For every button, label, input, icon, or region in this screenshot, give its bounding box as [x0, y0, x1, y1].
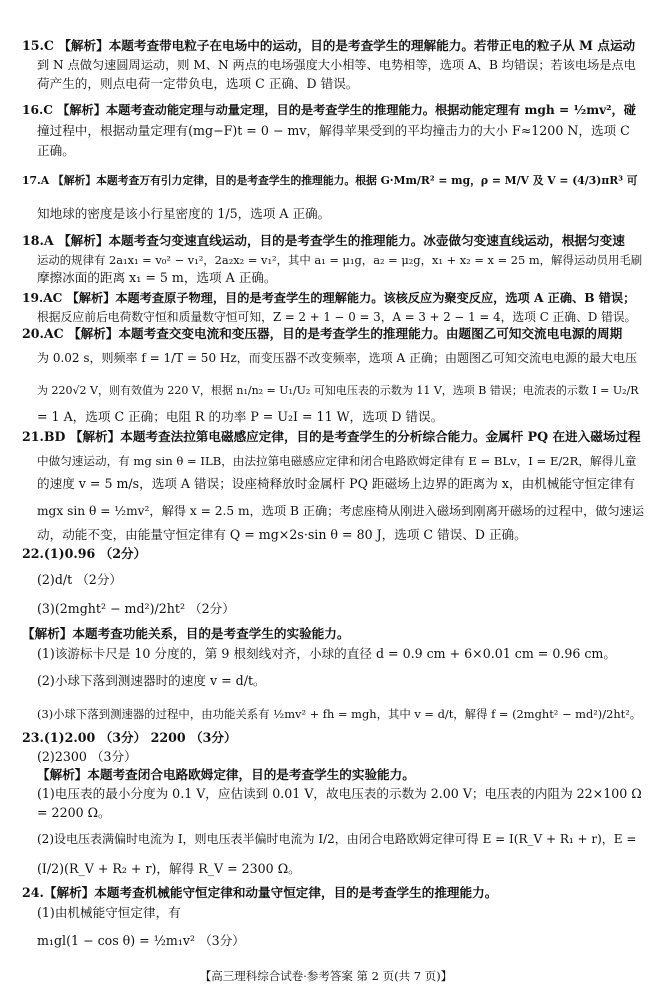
line-39: m₁gl(1 − cos θ) = ½m₁v² （3分）: [37, 933, 245, 948]
line-8: 知地球的密度是该小行星密度的 1/5，选项 A 正确。: [37, 206, 331, 221]
line-3: 荷产生的，则点电荷一定带负电，选项 C 正确、D 错误。: [37, 76, 359, 91]
line-28: (2)小球下落到测速器时的速度 v = d/t。: [37, 673, 266, 688]
line-38: (1)由机械能守恒定律，有: [37, 905, 181, 920]
line-14: 20.AC 【解析】本题考查交变电流和变压器，目的是考查学生的推理能力。由题图乙可知交流电电源的周期: [22, 326, 623, 341]
line-27: (1)该游标卡尺是 10 分度的，第 9 根刻线对齐，小球的直径 d = 0.9 cm + 6×0.01 cm = 0.96 cm。: [37, 646, 616, 661]
line-17: = 1 A，选项 C 正确；电阻 R 的功率 P = U₂I = 11 W，选项 D 错误。: [37, 409, 444, 424]
line-11: 摩擦冰面的距离 x₁ = 5 m，选项 A 正确。: [37, 270, 277, 285]
line-33: (1)电压表的最小分度为 0.1 V，应估读到 0.01 V，故电压表的示数为 2.00 V；电压表的内阻为 22×100 Ω: [37, 786, 642, 801]
line-30: 23.(1)2.00 （3分） 2200 （3分）: [22, 730, 237, 745]
line-32: 【解析】本题考查闭合电路欧姆定律，目的是考查学生的实验能力。: [37, 767, 415, 782]
line-4: 16.C 【解析】本题考查动能定理与动量定理，目的是考查学生的推理能力。根据动能定理有 mgh = ½mv²，碰: [22, 103, 636, 117]
line-34: = 2200 Ω。: [37, 805, 111, 820]
line-12: 19.AC 【解析】本题考查原子物理，目的是考查学生的理解能力。该核反应为聚变反应，选项 A 正确、B 错误；: [22, 291, 636, 305]
line-6: 正确。: [37, 143, 75, 158]
line-22: 动，动能不变，由能量守恒定律有 Q = mg×2s·sin θ = 80 J，选项 C 错误、D 正确。: [37, 527, 527, 542]
line-15: 为 0.02 s，则频率 f = 1/T = 50 Hz，而变压器不改变频率，选项 A 正确；由题图乙可知交流电电源的最大电压: [37, 351, 637, 365]
line-18: 21.BD 【解析】本题考查法拉第电磁感应定律，目的是考查学生的分析综合能力。金属杆 PQ 在进入磁场过程: [22, 429, 641, 444]
line-9: 18.A 【解析】本题考查匀变速直线运动，目的是考查学生的推理能力。冰壶做匀变速直线运动，根据匀变速: [22, 233, 625, 248]
line-7: 17.A 【解析】本题考查万有引力定律，目的是考查学生的推理能力。根据 G·Mm/R² = mg，ρ = M/V 及 V = (4/3)πR³ 可: [22, 174, 638, 187]
line-29: (3)小球下落到测速器的过程中，由功能关系有 ½mv² + fh = mgh，其中 v = d/t，解得 f = (2mght² − md²)/2ht²。: [37, 707, 642, 721]
line-31: (2)2300 （3分）: [37, 749, 137, 764]
page-footer: 【高三理科综合试卷·参考答案 第 2 页(共 7 页)】: [199, 969, 453, 983]
line-19: 中做匀速运动，有 mg sin θ = ILB，由法拉第电磁感应定律和闭合电路欧姆定律有 E = BLv，I = E/2R，解得儿童: [37, 454, 637, 468]
line-24: (2)d/t （2分）: [37, 572, 123, 587]
line-20: 的速度 v = 5 m/s，选项 A 错误；设座椅释放时金属杆 PQ 距磁场上边界的距离为 x，由机械能守恒定律有: [37, 476, 635, 491]
line-2: 到 N 点做匀速圆周运动，则 M、N 两点的电场强度大小相等、电势相等，选项 A、B 均错误；若该电场是点电: [37, 58, 636, 72]
line-21: mgx sin θ = ½mv²，解得 x = 2.5 m，选项 B 正确；考虑座椅从刚进入磁场到刚离开磁场的过程中，做匀速运: [37, 504, 645, 518]
line-36: (I/2)(R_V + R₂ + r)，解得 R_V = 2300 Ω。: [37, 861, 301, 876]
line-13: 根据反应前后电荷数守恒和质量数守恒可知，Z = 2 + 1 − 0 = 3，A = 3 + 2 − 1 = 4，选项 C 正确、D 错误。: [37, 310, 637, 324]
line-23: 22.(1)0.96 （2分）: [22, 546, 147, 561]
line-5: 撞过程中，根据动量定理有(mg−F)t = 0 − mv，解得苹果受到的平均撞击力的大小 F≈1200 N，选项 C: [37, 123, 630, 138]
line-25: (3)(2mght² − md²)/2ht² （2分）: [37, 601, 235, 616]
line-1: 15.C 【解析】本题考查带电粒子在电场中的运动，目的是考查学生的理解能力。若带正电的粒子从 M 点运动: [22, 38, 636, 53]
line-35: (2)设电压表满偏时电流为 I，则电压表半偏时电流为 I/2，由闭合电路欧姆定律可得 E = I(R_V + R₁ + r)，E =: [37, 832, 637, 846]
line-16: 为 220√2 V，则有效值为 220 V，根据 n₁/n₂ = U₁/U₂ 可知电压表的示数为 11 V，选项 B 错误；电流表的示数 I = U₂/R: [37, 384, 639, 397]
line-26: 【解析】本题考查功能关系，目的是考查学生的实验能力。: [22, 626, 350, 641]
line-37: 24.【解析】本题考查机械能守恒定律和动量守恒定律，目的是考查学生的推理能力。: [22, 885, 498, 900]
line-10: 运动的规律有 2a₁x₁ = v₀² − v₁²，2a₂x₂ = v₁²，其中 a₁ = μ₁g，a₂ = μ₂g，x₁ + x₂ = x = 25 m，解得运动员用毛刷: [37, 253, 643, 267]
